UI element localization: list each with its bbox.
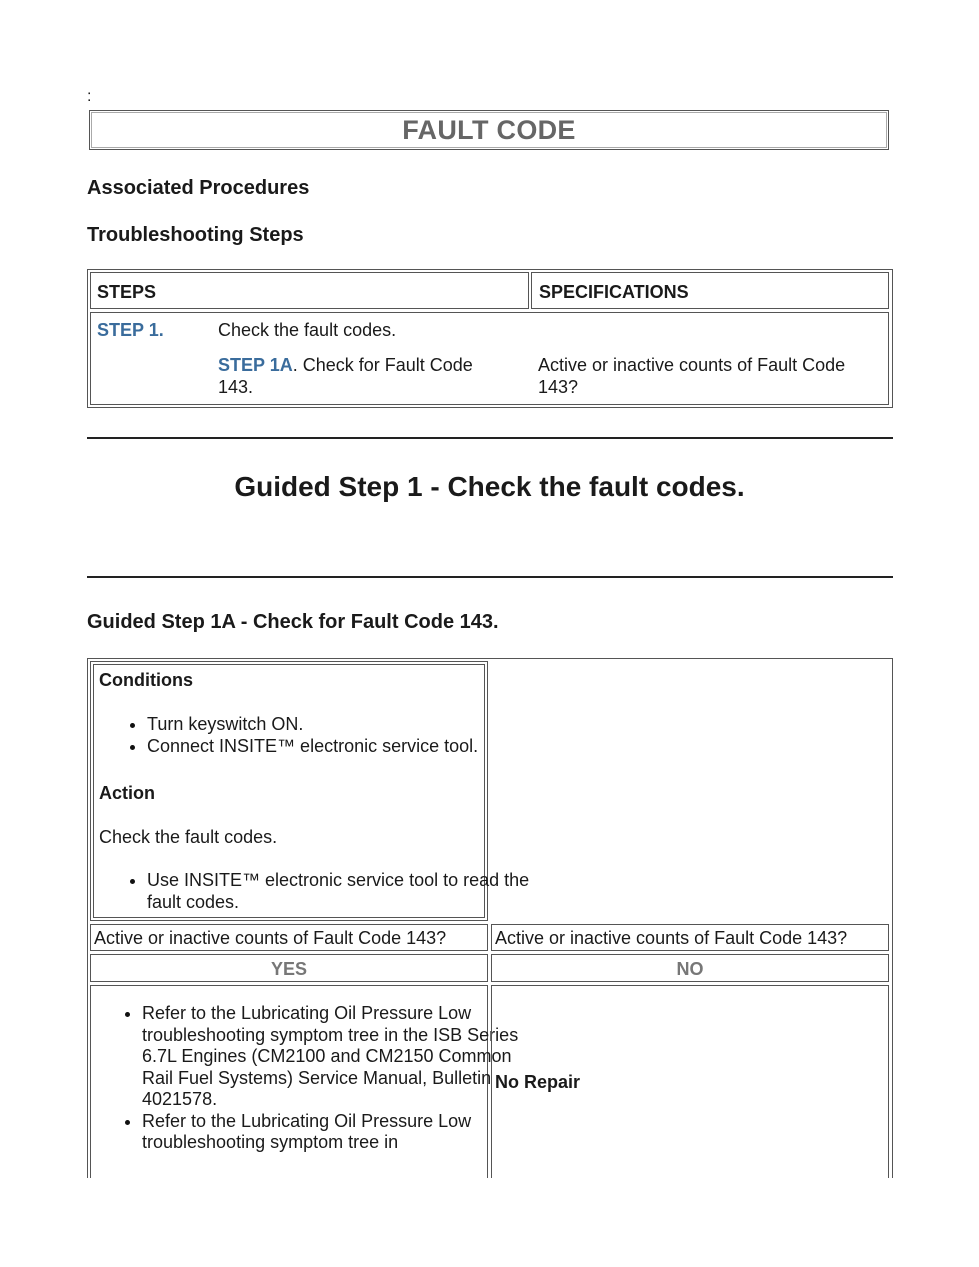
action-list bbox=[99, 870, 532, 913]
conditions-list bbox=[99, 714, 527, 757]
yes-result-list bbox=[94, 1003, 527, 1154]
step1a-text: Check for Fault Code bbox=[297, 355, 473, 375]
condition-item: Turn keyswitch ON. bbox=[147, 714, 527, 736]
steps-column-header: STEPS bbox=[97, 282, 157, 302]
page-title-box bbox=[89, 110, 889, 150]
page-bottom-margin bbox=[0, 1178, 979, 1267]
yes-result-item: Refer to the Lubricating Oil Pressure Low troubleshooting symptom tree in the ISB Series 6.7L Engines (CM2100 and CM2150 Common Rail Fuel Systems) Service Manual, Bulletin 4021578. bbox=[142, 1003, 527, 1111]
divider-top bbox=[87, 437, 893, 439]
step1-text: Check the fault codes. bbox=[218, 320, 397, 340]
action-item: Use INSITE™ electronic service tool to read the fault codes. bbox=[147, 870, 532, 913]
step1a-spec-line1: Active or inactive counts of Fault Code bbox=[538, 355, 846, 375]
page-title: FAULT CODE bbox=[402, 114, 576, 145]
step1a-link[interactable]: STEP 1A bbox=[218, 355, 293, 375]
step1a-spec bbox=[538, 355, 883, 398]
action-label: Action bbox=[99, 783, 155, 803]
question-left: Active or inactive counts of Fault Code 143? bbox=[94, 928, 447, 948]
step1a-row bbox=[218, 355, 518, 398]
step1a-dot: . bbox=[292, 355, 298, 375]
guided-step1-title: Guided Step 1 - Check the fault codes. bbox=[234, 471, 745, 502]
no-label: NO bbox=[676, 959, 704, 979]
divider-bottom bbox=[87, 576, 893, 578]
yes-result-cell bbox=[90, 985, 519, 1198]
step1-link[interactable]: STEP 1. bbox=[97, 320, 164, 340]
steps-header-cell bbox=[90, 272, 529, 309]
yes-label: YES bbox=[270, 959, 308, 979]
step1a-text-cont: 143. bbox=[218, 376, 254, 397]
no-cell bbox=[491, 954, 889, 982]
conditions-label: Conditions bbox=[99, 670, 193, 690]
question-left-cell bbox=[90, 924, 488, 951]
no-result-cell bbox=[491, 985, 889, 1198]
specifications-column-header: SPECIFICATIONS bbox=[539, 282, 689, 302]
action-text: Check the fault codes. bbox=[99, 827, 278, 847]
no-result: No Repair bbox=[495, 1072, 581, 1092]
yes-result-item: Refer to the Lubricating Oil Pressure Low troubleshooting symptom tree in bbox=[142, 1111, 527, 1154]
step1a-spec-line2: 143? bbox=[538, 376, 579, 397]
associated-procedures-heading: Associated Procedures bbox=[87, 177, 310, 199]
yes-cell bbox=[90, 954, 488, 982]
guided-step1a-title: Guided Step 1A - Check for Fault Code 143. bbox=[87, 611, 499, 633]
condition-item: Connect INSITE™ electronic service tool. bbox=[147, 736, 527, 758]
header-colon: : bbox=[87, 88, 92, 105]
specs-header-cell bbox=[531, 272, 889, 309]
question-right-cell bbox=[491, 924, 889, 951]
question-right: Active or inactive counts of Fault Code 143? bbox=[495, 928, 848, 948]
conditions-cell bbox=[93, 664, 530, 918]
troubleshooting-steps-heading: Troubleshooting Steps bbox=[87, 224, 304, 246]
